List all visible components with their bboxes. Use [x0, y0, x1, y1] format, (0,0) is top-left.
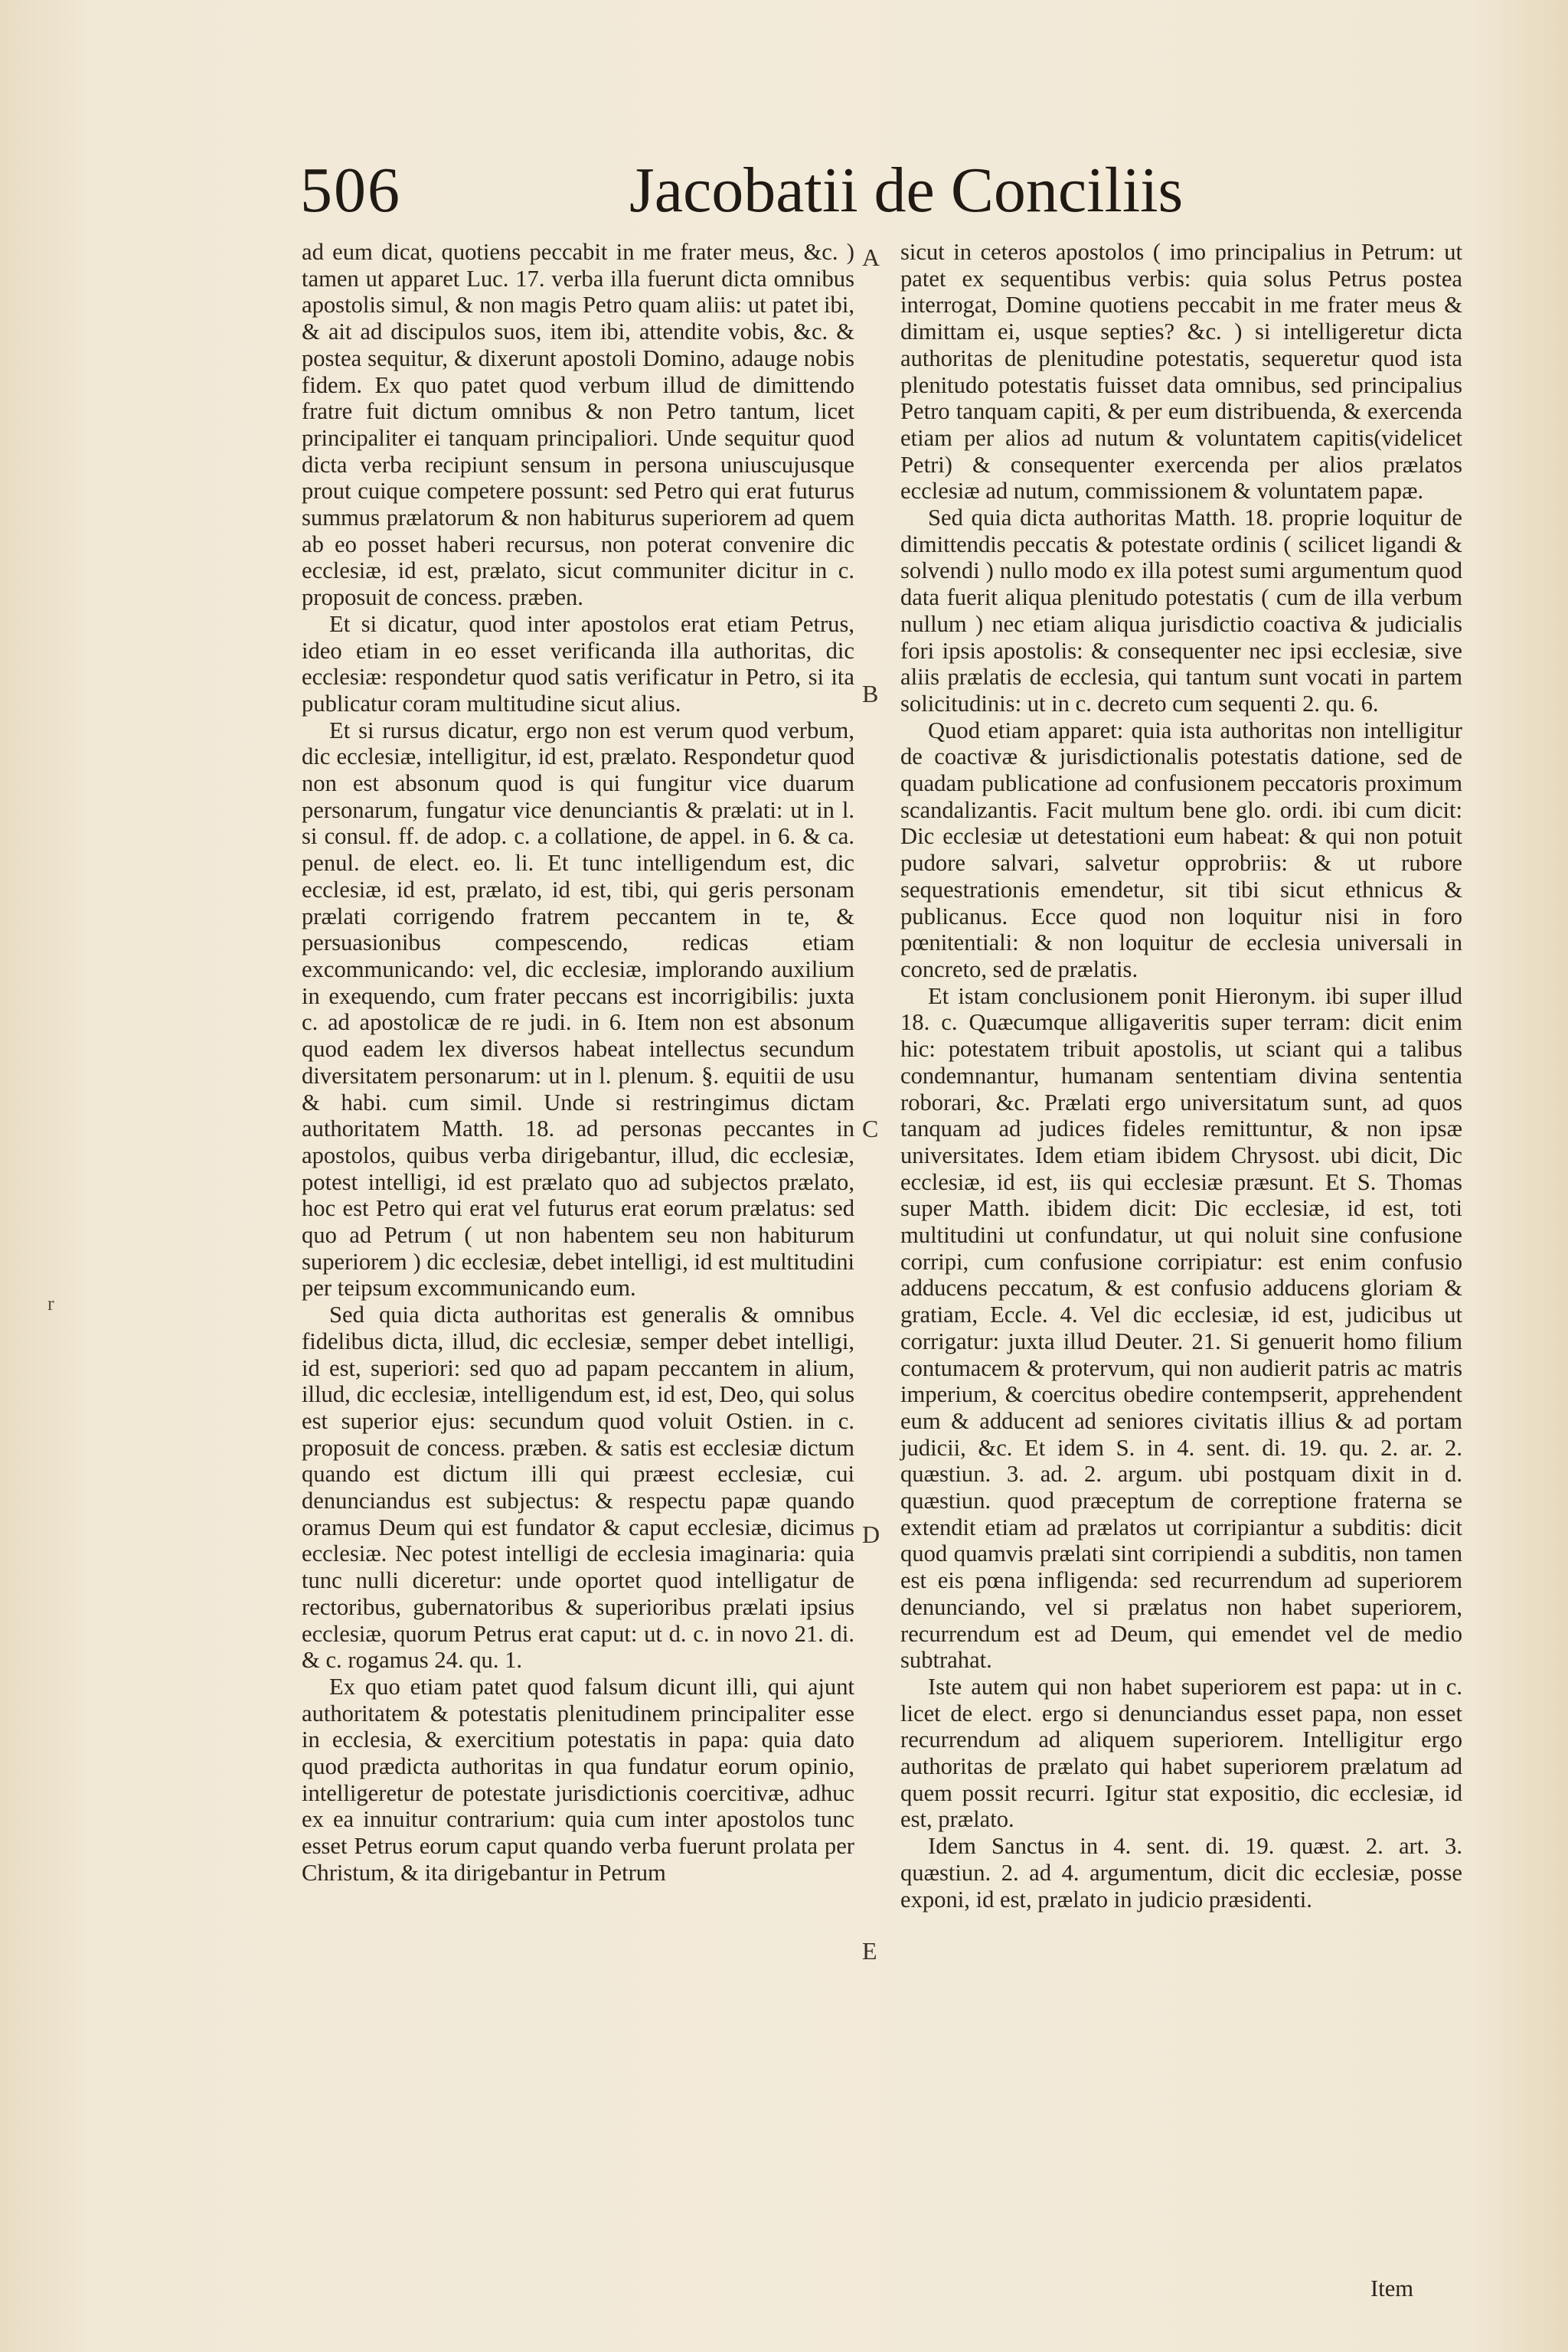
right-paragraph-2: Sed quia dicta authoritas Matth. 18. proprie loquitur de dimittendis peccatis & potestate ordinis ( scilicet ligandi & solvendi ) nullo modo ex illa potest sumi argumentum quod data fuerit aliqua plenitudo potestatis ( cum de illa verbum nullum ) nec etiam aliqua jurisdictio coactiva & judicialis fori ipsis apostolis: & consequenter nec ipsi ecclesiæ, sive aliis prælatis de ecclesia, qui tantum sunt vocati in partem solicitudinis: ut in c. decreto cum sequenti 2. qu. 6.	[900, 505, 1462, 717]
right-paragraph-4: Et istam conclusionem ponit Hieronym. ibi super illud 18. c. Quæcumque alligaveritis super terram: dicit enim hic: potestatem tribuit apostolis, ut sciant qui a talibus condemnantur, humanam sententiam divina sententia roborari, &c. Prælati ergo universitatum sunt, ad quos tanquam ad judices fideles remittuntur, & non ipsæ universitates. Idem etiam ibidem Chrysost. ubi dicit, Dic ecclesiæ, id est, iis qui ecclesiæ præsunt. Et S. Thomas super Matth. ibidem dicit: Dic ecclesiæ, id est, toti multitudini ut confundatur, ut qui noluit sine confusione corripi, cum confusione corripiatur: est enim confusio adducens peccatum, & est confusio adducens gloriam & gratiam, Eccle. 4. Vel dic ecclesiæ, id est, judicibus ut corrigatur: juxta illud Deuter. 21. Si genuerit homo filium contumacem & protervum, qui non audierit patris ac matris imperium, & coercitus obedire contempserit, apprehendent eum & adducent ad seniores civitatis illius & ad portam judicii, &c. Et idem S. in 4. sent. di. 19. qu. 2. ar. 2. quæstiun. 3. ad. 2. argum. ubi postquam dixit in d. quæstiun. quod præceptum de correptione fraterna se extendit etiam ad prælatos ut corripiantur a subditis: dicit quod quamvis prælati sint corripiendi a subditis, non tamen est eis pœna infligenda: sed recurrendum ad superiorem denunciando, vel si prælatus non habet superiorem, recurrendum est ad Deum, qui emendet vel de medio subtrahat.	[900, 982, 1462, 1674]
catchword: Item	[1370, 2275, 1414, 2301]
right-paragraph-6: Idem Sanctus in 4. sent. di. 19. quæst. 2. art. 3. quæstiun. 2. ad 4. argumentum, dicit dic ecclesiæ, posse exponi, id est, prælato in judicio præsidenti.	[900, 1833, 1462, 1913]
margin-letter-b: B	[862, 680, 879, 707]
running-title: Jacobatii de Conciliis	[629, 155, 1184, 226]
left-paragraph-4: Sed quia dicta authoritas est generalis & omnibus fidelibus dicta, illud, dic ecclesiæ, semper debet intelligi, id est, superiori: sed quo ad papam peccantem in alium, illud, dic ecclesiæ, intelligendum est, id est, Deo, qui solus est superior ejus: secundum quod voluit Ostien. in c. proposuit de concess. præben. & satis est ecclesiæ dictum quando est dictum illi qui præest ecclesiæ, cui denunciandus est subjectus: & respectu papæ quando oramus Deum qui est fundator & caput ecclesiæ, dicimus ecclesiæ. Nec potest intelligi de ecclesia imaginaria: quia tunc nulli diceretur: unde oportet quod intelligatur de rectoribus, gubernatoribus & superioribus prælati ipsius ecclesiæ, quorum Petrus erat caput: ut d. c. in novo 21. di. & c. rogamus 24. qu. 1.	[302, 1302, 854, 1674]
right-paragraph-3: Quod etiam apparet: quia ista authoritas non intelligitur de coactivæ & jurisdictionalis potestatis datione, sed de quadam publicatione ad confusionem peccatoris proximum scandalizantis. Facit multum bene glo. ordi. ibi cum dicit: Dic ecclesiæ ut detestationi eum habeat: & qui non potuit pudore salvari, salvetur opprobriis: & ut rubore sequestrationis emendetur, sit tibi sicut ethnicus & publicanus. Ecce quod non loquitur nisi in foro pœnitentiali: & non loquitur de ecclesia universali in concreto, sed de prælatis.	[900, 717, 1462, 982]
right-column	[900, 239, 1462, 1913]
right-paragraph-5: Iste autem qui non habet superiorem est papa: ut in c. licet de elect. ergo si denunciandus esset papa, non esset recurrendum ad aliquem superiorem. Intelligitur ergo authoritas de prælato qui habet superiorem prælatum ad quem possit recurri. Igitur stat expositio, dic ecclesiæ, id est, prælato.	[900, 1673, 1462, 1833]
left-paragraph-2: Et si dicatur, quod inter apostolos erat etiam Petrus, ideo etiam in eo esset verificanda illa authoritas, dic ecclesiæ: respondetur quod satis verificatur in Petro, si ita publicatur coram multitudine sicut alius.	[302, 610, 854, 717]
stray-mark: r	[47, 1292, 54, 1315]
margin-letter-a: A	[862, 243, 880, 271]
right-paragraph-1: sicut in ceteros apostolos ( imo principalius in Petrum: ut patet ex sequentibus verbis: quia solus Petrus postea interrogat, Domine quotiens peccabit in me frater meus & dimittam ei, usque septies? &c. ) si intelligeretur dicta authoritas de plenitudine potestatis, sequeretur quod ista plenitudo potestatis fuisset data omnibus, sed principalius Petro tanquam capiti, & per eum distribuenda, & exercenda etiam per alios ad nutum & voluntatem capitis(videlicet Petri) & consequenter exercenda per alios prælatos ecclesiæ ad nutum, commissionem & voluntatem papæ.	[900, 239, 1462, 505]
left-paragraph-1: ad eum dicat, quotiens peccabit in me frater meus, &c. ) tamen ut apparet Luc. 17. verba illa fuerunt dicta omnibus apostolis simul, & non magis Petro quam aliis: ut patet ibi, & ait ad discipulos suos, item ibi, attendite vobis, &c. & postea sequitur, & dixerunt apostoli Domino, adauge nobis fidem. Ex quo patet quod verbum illud de dimittendo fratre fuit dictum omnibus & non Petro tantum, licet principaliter ei tanquam principaliori. Unde sequitur quod dicta verba recipiunt sensum in persona uniuscujusque prout cuique competere possunt: sed Petro qui erat futurus summus prælatorum & non habiturus superiorem ad quem ab eo posset haberi recursus, non poterat convenire dic ecclesiæ, id est, prælato, sicut communiter dicitur in c. proposuit de concess. præben.	[302, 239, 854, 611]
left-column	[302, 239, 854, 1886]
left-paragraph-3: Et si rursus dicatur, ergo non est verum quod verbum, dic ecclesiæ, intelligitur, id est, prælato. Respondetur quod non est absonum quod is qui fungitur vice duarum personarum, fungatur vice denunciantis & prælati: ut in l. si consul. ff. de adop. c. a collatione, de appel. in 6. & ca. penul. de elect. eo. li. Et tunc intelligendum est, dic ecclesiæ, id est, prælato, id est, tibi, qui geris personam prælati corrigendo fratrem peccantem in te, & persuasionibus compescendo, redicas etiam excommunicando: vel, dic ecclesiæ, implorando auxilium in exequendo, cum frater peccans est incorrigibilis: juxta c. ad apostolicæ de re judi. in 6. Item non est absonum quod eadem lex diversos habeat intellectus secundum diversitatem personarum: ut in l. plenum. §. equitii de usu & habi. cum simil. Unde si restringimus dictam authoritatem Matth. 18. ad personas peccantes in apostolos, quibus verba dirigebantur, illud, dic ecclesiæ, potest intelligi, id est prælato quo ad subjectos prælato, hoc est Petro qui erat vel futurus erat eorum prælatus: sed quo ad Petrum ( ut non habentem seu non habiturum superiorem ) dic ecclesiæ, debet intelligi, id est multitudini per teipsum excommunicando eum.	[302, 717, 854, 1302]
left-paragraph-5: Ex quo etiam patet quod falsum dicunt illi, qui ajunt authoritatem & potestatis plenitudinem principaliter esse in ecclesia, & exercitium potestatis in papa: quia dato quod prædicta authoritas in qua fundatur eorum opinio, intelligeretur de potestate jurisdictionis coercitivæ, adhuc ex ea innuitur contrarium: quia cum inter apostolos tunc esset Petrus eorum caput quando verba fuerunt prolata per Christum, & ita dirigebantur in Petrum	[302, 1673, 854, 1886]
margin-letter-d: D	[862, 1521, 880, 1548]
page-number: 506	[300, 155, 401, 226]
margin-letter-e: E	[862, 1937, 877, 1965]
margin-letter-c: C	[862, 1115, 879, 1142]
